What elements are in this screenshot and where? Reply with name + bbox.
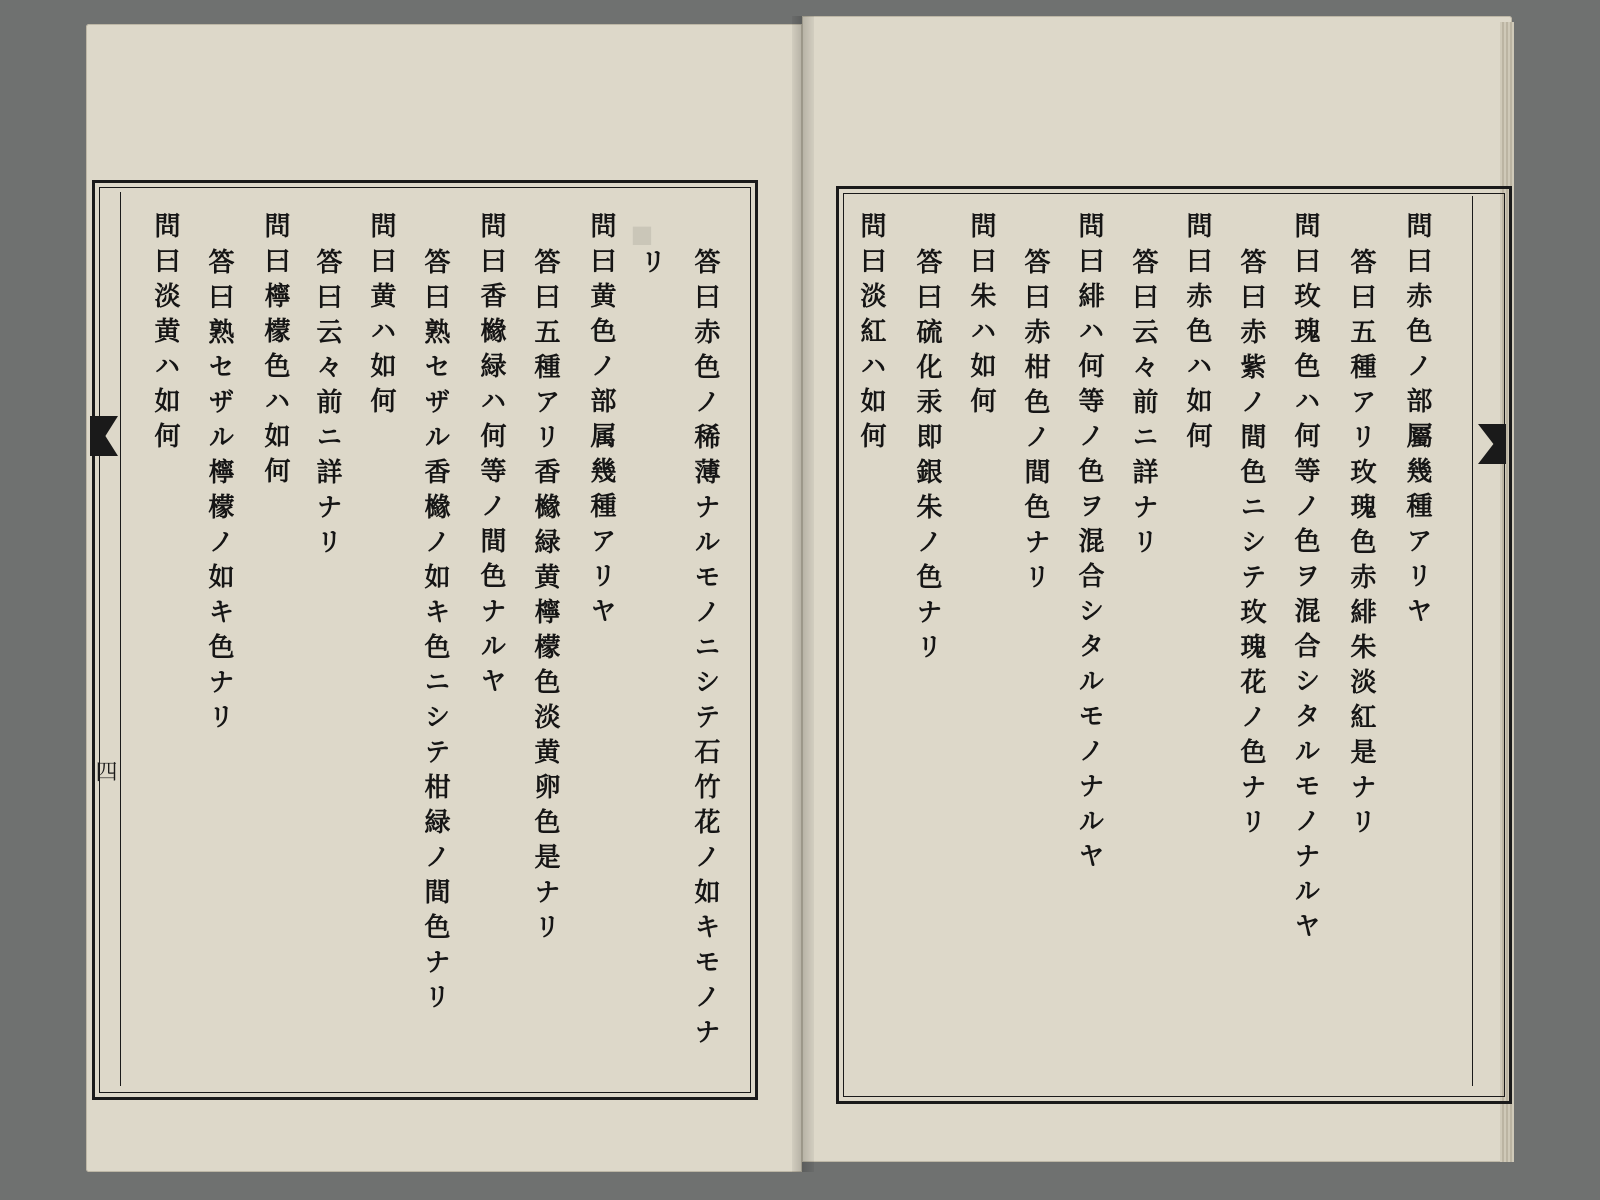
right-col-8: 答曰赤柑色ノ間色ナリ bbox=[1020, 248, 1050, 598]
left-margin-rule bbox=[120, 192, 121, 1086]
page-number: 四 bbox=[92, 760, 117, 782]
right-margin-rule bbox=[1472, 196, 1473, 1086]
right-col-1: 問曰赤色ノ部屬幾種アリヤ bbox=[1402, 212, 1432, 632]
right-col-5: 問曰赤色ハ如何 bbox=[1182, 212, 1212, 457]
right-col-11: 問曰淡紅ハ如何 bbox=[856, 212, 886, 457]
left-col-1: 答曰赤色ノ稀薄ナルモノニシテ石竹花ノ如キモノナ bbox=[690, 248, 720, 1053]
left-col-10: 答曰熟セザル檸檬ノ如キ色ナリ bbox=[204, 248, 234, 738]
right-col-3: 問曰玫瑰色ハ何等ノ色ヲ混合シタルモノナルヤ bbox=[1290, 212, 1320, 947]
right-col-6: 答曰云々前ニ詳ナリ bbox=[1128, 248, 1158, 563]
left-col-9: 問曰檸檬色ハ如何 bbox=[260, 212, 290, 492]
bleed-through: ■ bbox=[628, 220, 656, 258]
right-col-10: 答曰硫化汞即銀朱ノ色ナリ bbox=[912, 248, 942, 668]
book-gutter bbox=[792, 16, 814, 1172]
left-col-8: 答曰云々前ニ詳ナリ bbox=[312, 248, 342, 563]
left-col-7: 問曰黄ハ如何 bbox=[366, 212, 396, 422]
right-col-7: 問曰緋ハ何等ノ色ヲ混合シタルモノナルヤ bbox=[1074, 212, 1104, 877]
right-col-9: 問曰朱ハ如何 bbox=[966, 212, 996, 422]
left-col-2: リ bbox=[636, 248, 666, 283]
left-col-6: 答曰熟セザル香櫞ノ如キ色ニシテ柑緑ノ間色ナリ bbox=[420, 248, 450, 1018]
left-col-4: 答曰五種アリ香櫞緑黄檸檬色淡黄卵色是ナリ bbox=[530, 248, 560, 948]
right-col-2: 答曰五種アリ玫瑰色赤緋朱淡紅是ナリ bbox=[1346, 248, 1376, 843]
right-col-4: 答曰赤紫ノ間色ニシテ玫瑰花ノ色ナリ bbox=[1236, 248, 1266, 843]
left-col-3: 問曰黄色ノ部属幾種アリヤ bbox=[586, 212, 616, 632]
left-col-5: 問曰香櫞緑ハ何等ノ間色ナルヤ bbox=[476, 212, 506, 702]
left-col-11: 問曰淡黄ハ如何 bbox=[150, 212, 180, 457]
